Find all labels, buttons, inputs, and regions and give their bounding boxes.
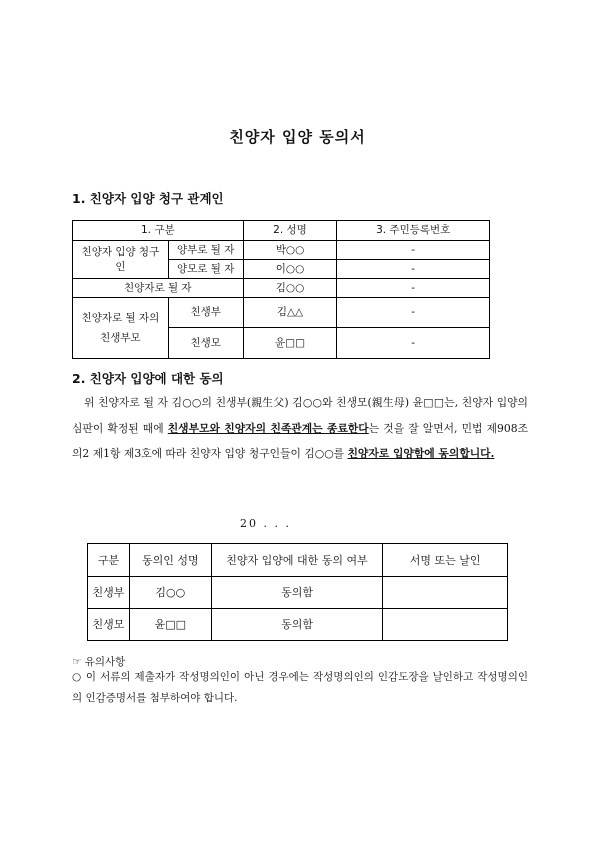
table-row	[88, 609, 508, 641]
document-title: 친양자 입양 동의서	[229, 128, 366, 146]
header-category: 1. 구분	[73, 221, 244, 241]
header-name: 2. 성명	[243, 221, 337, 241]
petitioner-label: 친양자 입양 청구인	[73, 241, 169, 279]
birth-mother-name: 윤□□	[243, 328, 337, 359]
birth-father-label: 친생부	[168, 298, 243, 328]
row-name: 윤□□	[129, 609, 211, 641]
birth-father-name: 김△△	[243, 298, 337, 328]
consent-header-name: 동의인 성명	[129, 544, 211, 577]
birth-mother-label: 친생모	[168, 328, 243, 359]
child-label: 친양자로 될 자	[73, 279, 244, 298]
consent-header-signature: 서명 또는 날인	[383, 544, 508, 577]
consent-table	[87, 543, 508, 641]
row-status: 동의함	[211, 609, 383, 641]
birth-parents-label: 친양자로 될 자의 친생부모	[73, 298, 169, 359]
adoptive-mother-label: 양모로 될 자	[168, 260, 243, 279]
table-row	[88, 577, 508, 609]
signature-field[interactable]	[383, 577, 508, 609]
adoptive-father-rrn: -	[337, 241, 490, 260]
signature-field[interactable]	[383, 609, 508, 641]
section2-heading: 2. 친양자 입양에 대한 동의	[72, 371, 224, 386]
petition-parties-table	[72, 220, 490, 359]
adoptive-mother-name: 이○○	[243, 260, 337, 279]
birth-mother-rrn: -	[337, 328, 490, 359]
row-category: 친생모	[88, 609, 130, 641]
consent-paragraph	[72, 390, 528, 467]
consent-emphasis-1: 친생부모와 친양자의 친족관계는 종료한다	[167, 421, 369, 435]
child-name: 김○○	[243, 279, 337, 298]
consent-header-status: 친양자 입양에 대한 동의 여부	[211, 544, 383, 577]
notes-heading: ☞ 유의사항	[72, 656, 126, 668]
consent-emphasis-2: 친양자로 입양함에 동의합니다.	[347, 447, 495, 460]
section1-heading: 1. 친양자 입양 청구 관계인	[72, 191, 224, 206]
adoptive-father-name: 박○○	[243, 241, 337, 260]
adoptive-mother-rrn: -	[337, 260, 490, 279]
date-line: 20 . . .	[240, 517, 291, 530]
consent-header-category: 구분	[88, 544, 130, 577]
notes-body: ○ 이 서류의 제출자가 작성명의인이 아닌 경우에는 작성명의인의 인감도장을 날인하고 작성명의인의 인감증명서를 첨부하여야 합니다.	[72, 671, 528, 704]
child-rrn: -	[337, 279, 490, 298]
row-name: 김○○	[129, 577, 211, 609]
birth-father-rrn: -	[337, 298, 490, 328]
row-status: 동의함	[211, 577, 383, 609]
row-category: 친생부	[88, 577, 130, 609]
consent-text-2: 는 것을 잘 알면서, 민법 제908조의2 제1항 제3호에 따라 친양자 입양 청구인들이 김○○를	[72, 421, 529, 460]
adoptive-father-label: 양부로 될 자	[168, 241, 243, 260]
header-rrn: 3. 주민등록번호	[337, 221, 490, 241]
consent-text-1: 위 친양자로 될 자 김○○의 친생부(親生父) 김○○와 친생모(親生母) 윤□□는, 친양자 입양의 심판이 확정된 때에	[72, 396, 528, 435]
